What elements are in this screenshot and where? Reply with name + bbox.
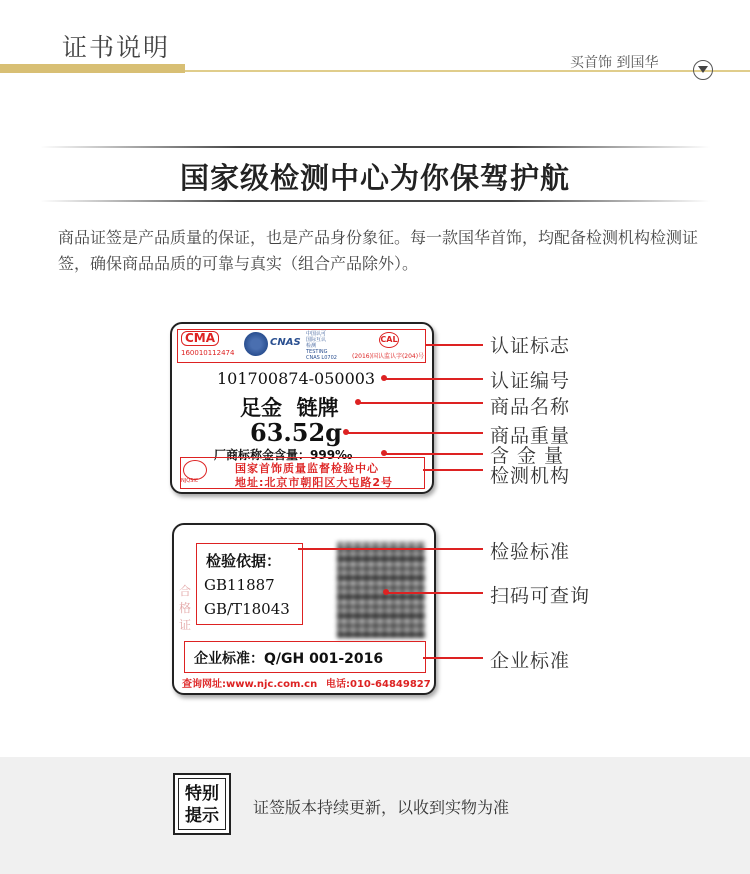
- enterprise-standard-box: [184, 641, 426, 673]
- org-logo-icon: [183, 460, 207, 480]
- product-weight: 63.52g: [250, 418, 342, 447]
- org-name: 国家首饰质量监督检验中心: [235, 462, 379, 475]
- header-accent-bar: [0, 64, 185, 73]
- annotation-product-name: 商品名称: [490, 396, 571, 418]
- annotation-line: [386, 592, 483, 594]
- annotation-enterprise-standard: 企业标准: [490, 650, 571, 672]
- org-logo-text: NJQSIC: [181, 478, 199, 484]
- test-standard-box: [196, 543, 303, 625]
- basis-title: 检验依据：: [206, 552, 282, 570]
- annotation-scan-query: 扫码可查询: [490, 585, 591, 607]
- heading-top-rule: [40, 146, 710, 148]
- annotation-line: [384, 453, 483, 455]
- qr-code-icon[interactable]: [337, 542, 425, 638]
- standard-1: GB11887: [204, 576, 275, 594]
- annotation-product-weight: 商品重量: [490, 425, 571, 447]
- annotation-line: [423, 469, 483, 471]
- annotation-gold-content: 含 金 量: [490, 445, 565, 467]
- globe-icon: [244, 332, 268, 356]
- heading-bottom-rule: [40, 200, 710, 202]
- cert-number: 101700874-050003: [217, 369, 376, 388]
- query-website: 查询网址:www.njc.com.cn: [182, 679, 318, 690]
- gold-content: 厂商标称金含量：999‰: [214, 448, 353, 462]
- chevron-down-icon[interactable]: [693, 60, 713, 80]
- product-name: 足金 链牌: [240, 396, 339, 420]
- special-tip-label: 特别提示: [178, 778, 226, 830]
- test-org-box: [180, 457, 425, 489]
- cma-number: 160010112474: [181, 349, 235, 357]
- section-heading: 国家级检测中心为你保驾护航: [179, 161, 570, 195]
- annotation-line: [384, 378, 483, 380]
- annotation-cert-number: 认证编号: [490, 370, 571, 392]
- annotation-line: [346, 432, 483, 434]
- query-phone: 电话:010-64849827: [326, 679, 431, 690]
- page-title: 证书说明: [62, 33, 171, 62]
- cal-logo-icon: CAL: [379, 332, 399, 348]
- cnas-logo-icon: CNAS: [270, 337, 301, 348]
- annotation-line: [423, 657, 483, 659]
- special-tip-badge: [173, 773, 231, 835]
- annotation-cert-mark: 认证标志: [490, 335, 571, 357]
- header-divider: [185, 70, 750, 72]
- cert-logo-row: [177, 329, 426, 363]
- org-address: 地址:北京市朝阳区大屯路2号: [235, 476, 394, 489]
- qualified-stamp: 合格证: [179, 584, 192, 632]
- header-slogan: 买首饰 到国华: [570, 55, 659, 71]
- enterprise-standard: 企业标准：Q/GH 001-2016: [194, 651, 384, 667]
- special-tip-text: 证签版本持续更新，以收到实物为准: [253, 798, 510, 817]
- cnas-small-text: 中国认可 国际互认 检测 TESTING CNAS L0702: [306, 331, 337, 361]
- section-description: 商品证签是产品质量的保证，也是产品身份象征。每一款国华首饰，均配备检测机构检测证签，确保商品品质的可靠与真实（组合产品除外）。: [58, 228, 699, 273]
- annotation-line: [358, 402, 483, 404]
- annotation-test-standard: 检验标准: [490, 541, 571, 563]
- cal-text: (2016)国认监认字(204)号: [352, 353, 425, 360]
- standard-2: GB/T18043: [204, 600, 290, 618]
- certificate-label-front: [170, 322, 434, 494]
- annotation-line: [426, 344, 483, 346]
- annotation-line: [298, 548, 483, 550]
- cma-logo-icon: CMA: [181, 331, 219, 346]
- annotation-test-org: 检测机构: [490, 465, 571, 487]
